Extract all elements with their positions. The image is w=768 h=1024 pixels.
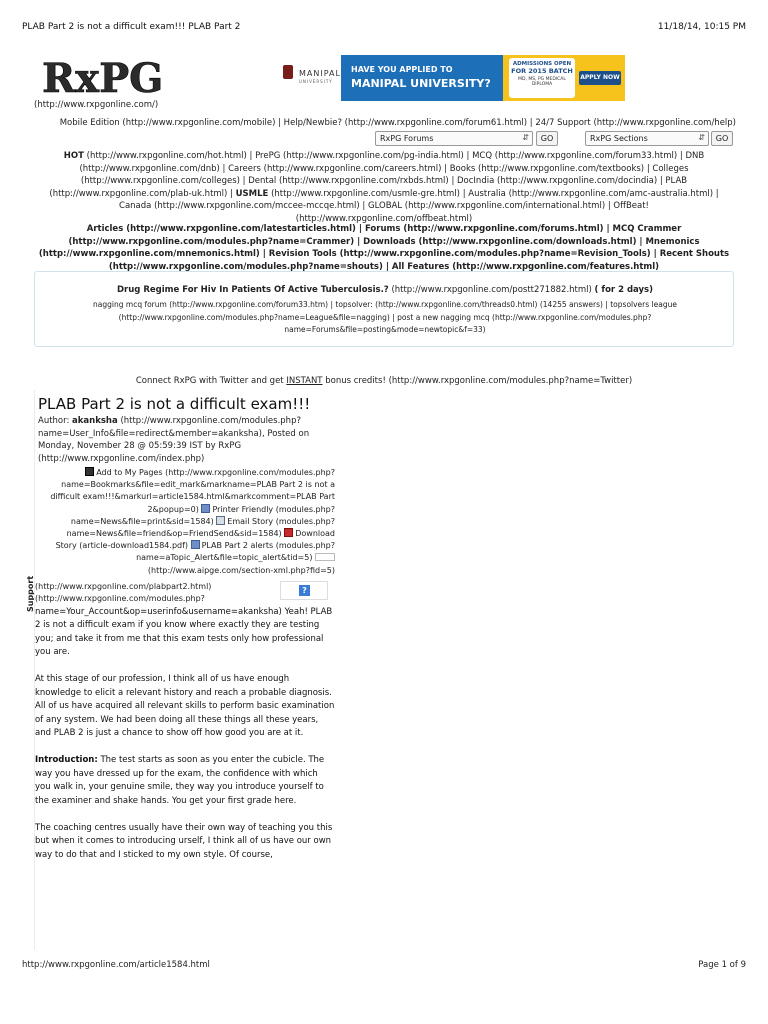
select-arrows-icon: ⇵ xyxy=(698,133,705,142)
article-links[interactable] xyxy=(35,581,336,606)
plab-alerts-link[interactable]: PLAB Part 2 alerts (modules.php? xyxy=(201,541,335,551)
manipal-seal-icon xyxy=(283,65,293,79)
tool-line-4[interactable] xyxy=(35,504,335,516)
ad-adm-line3: MD, MS, PG MEDICAL DIPLOMA xyxy=(518,77,566,87)
nav-line-1-text[interactable]: (http://www.rxpgonline.com/hot.html) | PrePG (http://www.rxpgonline.com/pg-india.html) | MCQ (http://www.rxpgonline.com/forum33.html) | DNB xyxy=(86,151,705,161)
forums-select[interactable] xyxy=(375,131,533,146)
logo-text: RxPG xyxy=(42,55,164,100)
feature-line-2[interactable]: (http://www.rxpgonline.com/modules.php?name=Crammer) | Downloads (http://www.rxpgonline.com/downloads.html) | Mnemonics xyxy=(68,236,700,247)
ad-line1: HAVE YOU APPLIED TO xyxy=(351,65,453,74)
ad-adm-line2: FOR 2015 BATCH xyxy=(511,67,573,75)
news-line-1[interactable]: nagging mcq forum (http://www.rxpgonline.com/forum33.htm) | topsolver: (http://www.rxpgonline.com/threads0.html) (14255 answers) | topsolvers league xyxy=(93,300,677,309)
ad-blue-panel xyxy=(341,55,503,101)
nav-line-1[interactable] xyxy=(30,150,738,163)
news-body[interactable] xyxy=(55,299,715,337)
intro-label: Introduction: xyxy=(35,755,98,766)
nagging-mcq-box xyxy=(34,271,734,347)
save-disk-icon xyxy=(85,467,94,476)
news-title-tail: ( for 2 days) xyxy=(594,285,653,295)
nav-line-6[interactable]: (http://www.rxpgonline.com/offbeat.html) xyxy=(295,213,473,224)
footer-url: http://www.rxpgonline.com/article1584.html xyxy=(22,960,210,970)
main-nav-links[interactable] xyxy=(30,150,738,225)
tool-line-6[interactable] xyxy=(35,528,335,540)
help-box[interactable] xyxy=(280,581,328,600)
ad-brand: MANIPAL xyxy=(299,69,341,78)
feature-nav-links[interactable] xyxy=(30,223,738,273)
rxpg-logo[interactable] xyxy=(40,52,172,100)
printer-friendly-link[interactable]: Printer Friendly (modules.php? xyxy=(212,504,335,514)
user-account-link-cont[interactable]: name=Your_Account&op=userinfo&username=akanksha) xyxy=(35,606,282,617)
nav-line-3[interactable]: (http://www.rxpgonline.com/colleges) | Dental (http://www.rxpgonline.com/rxbds.html) | DocIndia (http://www.rxpgonline.com/docindia) | PLAB xyxy=(80,176,688,186)
ad-admissions-box xyxy=(509,58,575,98)
sections-select[interactable] xyxy=(585,131,709,146)
article-body xyxy=(34,390,336,950)
nav-hot[interactable]: HOT xyxy=(63,151,84,161)
footer-page: Page 1 of 9 xyxy=(698,960,746,970)
sections-select-value: RxPG Sections xyxy=(590,134,648,143)
posted-info: Posted on Monday, November 28 @ 05:59:39 IST by RxPG (http://www.rxpgonline.com/index.php) xyxy=(38,428,310,464)
news-title[interactable] xyxy=(35,285,735,295)
article-para-4: The coaching centres usually have their own way of teaching you this but when it comes to introducing urself, I think all of us have our own way to do that and I sticked to my own style. Of course, xyxy=(35,822,333,860)
pdf-icon xyxy=(284,528,293,537)
nav-line-4a[interactable]: (http://www.rxpgonline.com/plab-uk.html) | xyxy=(49,188,233,199)
tool-line-1[interactable] xyxy=(35,467,335,479)
nav-line-4[interactable] xyxy=(30,188,738,201)
email-icon xyxy=(216,516,225,525)
tool-line-2[interactable]: name=Bookmarks&file=edit_mark&markname=PLAB Part 2 is not a xyxy=(61,480,335,490)
nav-line-4b[interactable]: (http://www.rxpgonline.com/usmle-gre.html) | Australia (http://www.rxpgonline.com/amc-australia.html) | xyxy=(271,188,719,199)
article-title: PLAB Part 2 is not a difficult exam!!! xyxy=(38,395,311,413)
feature-line-4[interactable]: (http://www.rxpgonline.com/modules.php?name=shouts) | All Features (http://www.rxpgonline.com/features.html) xyxy=(108,261,660,272)
select-arrows-icon: ⇵ xyxy=(522,133,529,142)
sections-go-button[interactable]: GO xyxy=(711,131,733,146)
plab-part2-link[interactable]: (http://www.rxpgonline.com/plabpart2.html) xyxy=(35,581,212,591)
question-icon: ? xyxy=(299,585,310,596)
nav-line-5[interactable]: Canada (http://www.rxpgonline.com/mccee-mccqe.html) | GLOBAL (http://www.rxpgonline.com/international.html) | OffBeat! xyxy=(119,201,649,211)
news-line-3[interactable]: name=Forums&file=posting&mode=newtopic&f=33) xyxy=(284,325,486,334)
ad-brand-sub: UNIVERSITY xyxy=(299,79,333,84)
para-3-text: The test starts as soon as you enter the cubicle. The way you have dressed up for the exam, the confidence with which you walk in, your genuine smile, they way you introduce yourself to the examiner and shake hands. You get your first grade here. xyxy=(35,755,325,806)
manipal-ad-banner[interactable] xyxy=(283,55,625,101)
twitter-connect[interactable] xyxy=(0,376,768,386)
forums-go-button[interactable]: GO xyxy=(536,131,558,146)
author-name[interactable]: akanksha xyxy=(72,416,118,426)
nav-usmle[interactable]: USMLE xyxy=(235,188,269,199)
article-para-3 xyxy=(35,754,336,808)
tool-line-7[interactable] xyxy=(35,540,335,552)
feature-line-1[interactable]: Articles (http://www.rxpgonline.com/latestarticles.html) | Forums (http://www.rxpgonline.com/forums.html) | MCQ Crammer xyxy=(86,224,682,234)
ad-line2: MANIPAL UNIVERSITY? xyxy=(351,77,491,90)
top-links[interactable]: Mobile Edition (http://www.rxpgonline.com/mobile) | Help/Newbie? (http://www.rxpgonline.com/forum61.html) | 24/7 Support (http://www.rxpgonline.com/help) xyxy=(59,118,736,128)
news-title-url[interactable]: (http://www.rxpgonline.com/postt271882.html) xyxy=(391,285,592,295)
page-tab-title: PLAB Part 2 is not a difficult exam!!! PLAB Part 2 xyxy=(22,22,241,32)
tool-line-9[interactable]: (http://www.aipge.com/section-xml.php?fid=5) xyxy=(147,565,335,575)
download-story-link[interactable]: Story (article-download1584.pdf) xyxy=(55,541,189,551)
news-line-2[interactable]: (http://www.rxpgonline.com/modules.php?name=League&file=nagging) | post a new nagging mcq (http://www.rxpgonline.com/modules.php? xyxy=(118,312,652,322)
connect-instant: INSTANT xyxy=(286,376,323,386)
nav-line-2[interactable]: (http://www.rxpgonline.com/dnb) | Careers (http://www.rxpgonline.com/careers.html) | Books (http://www.rxpgonline.com/textbooks) | Colleges xyxy=(79,163,689,174)
tool-line-5[interactable] xyxy=(35,516,335,528)
article-para-1 xyxy=(35,606,336,660)
ad-apply-button[interactable]: APPLY NOW xyxy=(579,71,621,85)
article-tools xyxy=(35,467,336,577)
feature-line-3[interactable]: (http://www.rxpgonline.com/mnemonics.html) | Revision Tools (http://www.rxpgonline.com/modules.php?name=Revision_Tools) | Recent Shouts xyxy=(38,249,730,259)
connect-url[interactable]: (http://www.rxpgonline.com/modules.php?name=Twitter) xyxy=(388,376,633,386)
article-meta xyxy=(38,415,336,465)
download-link[interactable]: Download xyxy=(295,529,335,539)
forums-select-value: RxPG Forums xyxy=(380,134,434,143)
intro-text: Yeah! PLAB 2 is not a difficult exam if you know where exactly they are testing you; and take it from me that this exam tests only how professional you are. xyxy=(35,606,333,658)
article-para-2: At this stage of our profession, I think all of us have enough knowledge to elicit a relevant history and reach a probable diagnosis. All of us have acquired all relevant skills to perform basic examination of any system. We had been doing all these things all these years, and PLAB 2 is just a chance to show off how good you are at it. xyxy=(35,674,335,739)
tool-line-3[interactable]: difficult exam!!!&markurl=article1584.html&markcomment=PLAB Part xyxy=(50,492,335,502)
ad-yellow-panel xyxy=(503,55,625,101)
add-to-pages-link[interactable]: Add to My Pages (http://www.rxpgonline.com/modules.php? xyxy=(96,468,335,477)
author-url[interactable]: (http://www.rxpgonline.com/modules.php? name=User_Info&file=redirect&member=akanksha), xyxy=(38,416,301,439)
printer-icon xyxy=(201,504,210,513)
email-story-link[interactable]: Email Story (modules.php? xyxy=(227,516,335,526)
connect-pre: Connect RxPG with Twitter and get xyxy=(135,376,284,386)
tool-line-4a[interactable]: 2&popup=0) xyxy=(147,504,199,514)
support-tab[interactable]: Support xyxy=(26,575,35,612)
tool-line-6a[interactable]: name=News&file=friend&op=FriendSend&sid=1584) xyxy=(66,529,282,539)
logo-link[interactable]: (http://www.rxpgonline.com/) xyxy=(34,100,159,110)
tool-line-5a[interactable]: name=News&file=print&sid=1584) xyxy=(70,516,214,526)
tool-line-8a[interactable]: name=aTopic_Alert&file=topic_alert&tid=5) xyxy=(136,553,313,563)
author-label: Author: xyxy=(38,416,70,426)
rss-box[interactable] xyxy=(315,553,335,561)
alert-icon xyxy=(191,540,200,549)
user-account-link[interactable]: (http://www.rxpgonline.com/modules.php? xyxy=(35,594,205,604)
ad-adm-line1: ADMISSIONS OPEN xyxy=(512,61,572,67)
tool-line-8[interactable] xyxy=(35,552,335,564)
connect-post: bonus credits! xyxy=(325,376,386,386)
print-datetime: 11/18/14, 10:15 PM xyxy=(657,22,746,32)
news-title-bold[interactable]: Drug Regime For Hiv In Patients Of Active Tuberculosis.? xyxy=(117,285,389,295)
